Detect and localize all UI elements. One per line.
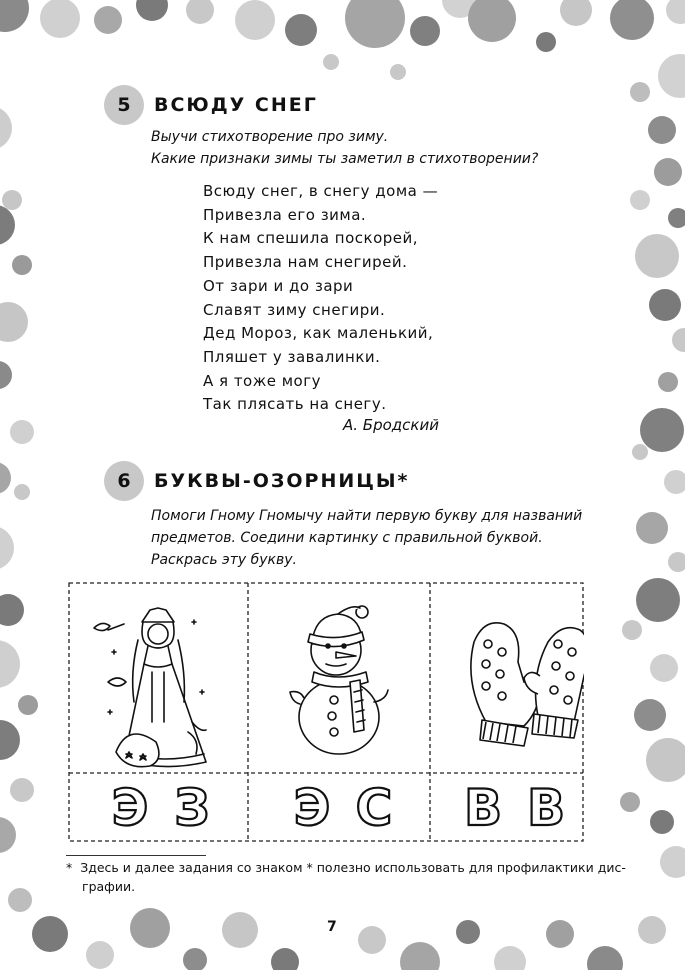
poem-line: Привезла его зима. (203, 205, 367, 224)
section-title: БУКВЫ-ОЗОРНИЦЫ* (154, 470, 410, 492)
section-5-header (104, 85, 318, 125)
footnote (66, 855, 626, 896)
footnote-text: Здесь и далее задания со знаком * полезно использовать для профилактики дис- (80, 860, 626, 875)
poem-line: Дед Мороз, как маленький, (203, 324, 434, 343)
poem-author: А. Бродский (343, 416, 439, 434)
section-number-badge: 5 (104, 85, 144, 125)
poem (203, 180, 438, 417)
poem-line: А я тоже могу (203, 371, 321, 390)
snow-maiden-picture[interactable] (94, 608, 206, 767)
bottom-dots (8, 888, 666, 970)
right-dots (620, 158, 685, 878)
poem-line: Привезла нам снегирей. (203, 253, 408, 272)
poem-line: Славят зиму снегири. (203, 300, 386, 319)
poem-line: Пляшет у завалинки. (203, 347, 381, 366)
section-number-badge: 6 (104, 461, 144, 501)
letter-option[interactable]: В (526, 779, 566, 837)
poem-line: От зари и до зари (203, 276, 354, 295)
letter-option[interactable]: Э (111, 779, 149, 837)
instruction-line: предметов. Соедини картинку с правильной буквой. (151, 530, 543, 546)
top-dots (0, 0, 685, 144)
poem-line: Так плясать на снегу. (203, 395, 387, 414)
poem-line: К нам спешила поскорей, (203, 229, 419, 248)
footnote-mark: * (66, 860, 73, 875)
instruction-line: Помоги Гному Гномычу найти первую букву для названий (151, 508, 583, 524)
page-number: 7 (327, 919, 337, 935)
section-6-header (104, 461, 410, 501)
footnote-line: графии. (82, 879, 136, 894)
matching-exercise-grid (68, 582, 584, 842)
left-dots (0, 106, 38, 853)
instruction-line: Выучи стихотворение про зиму. (151, 129, 389, 145)
letter-option[interactable]: В (463, 779, 503, 837)
poem-line: Всюду снег, в снегу дома — (203, 182, 439, 200)
snowman-picture[interactable] (290, 606, 388, 754)
instruction-line: Раскрась эту букву. (151, 552, 297, 568)
section-5-instructions (151, 126, 538, 170)
footnote-rule (66, 855, 206, 856)
mittens-picture[interactable] (471, 623, 584, 746)
letter-option[interactable]: Э (293, 779, 331, 837)
instruction-line: Какие признаки зимы ты заметил в стихотворении? (151, 151, 539, 167)
section-6-instructions (151, 505, 582, 571)
footnote-line (66, 858, 626, 877)
section-title: ВСЮДУ СНЕГ (154, 94, 318, 116)
letter-option[interactable]: С (355, 779, 393, 837)
letter-option[interactable]: З (174, 779, 210, 837)
